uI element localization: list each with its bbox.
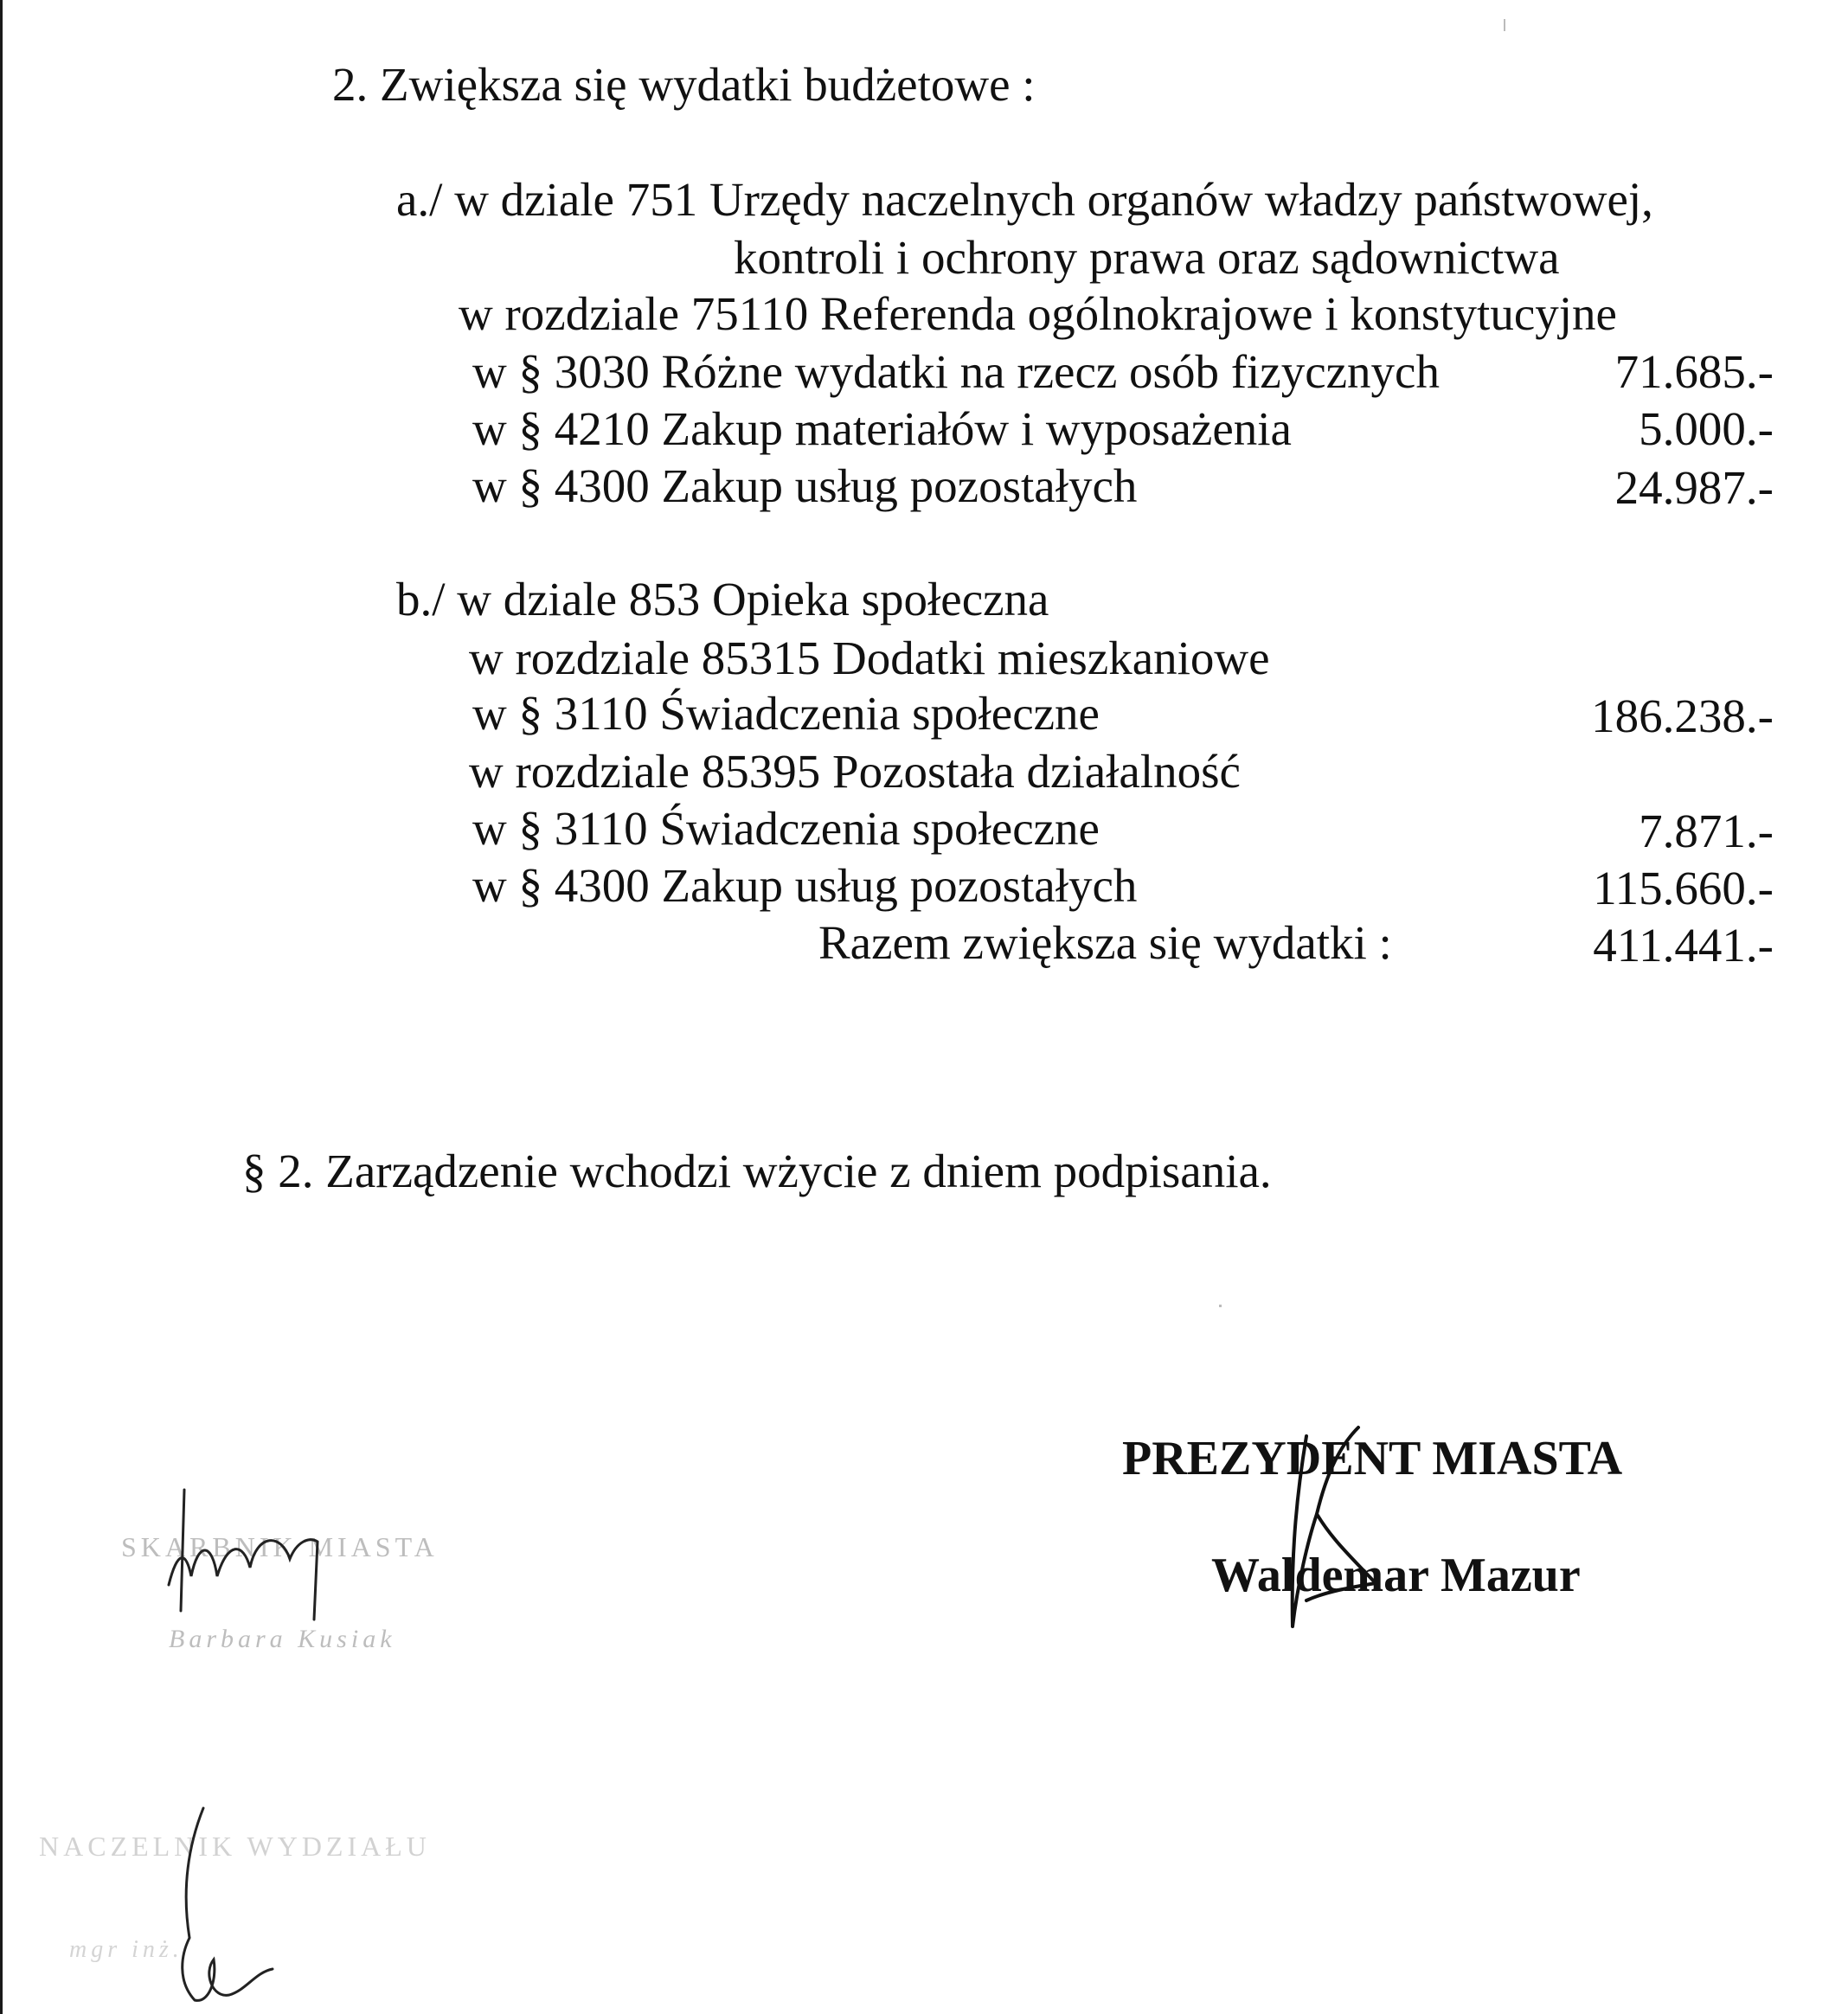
dept-751-line2: kontroli i ochrony prawa oraz sądownictwa [734, 231, 1560, 284]
item-amount: 7.871.- [1639, 805, 1774, 857]
scan-speck [1504, 19, 1505, 31]
item-label: w § 4210 Zakup materiałów i wyposażenia [472, 402, 1292, 455]
item-label: w § 3110 Świadczenia społeczne [472, 802, 1100, 855]
item-amount: 71.685.- [1614, 345, 1774, 398]
total-label: Razem zwiększa się wydatki : [818, 916, 1392, 969]
item-label: w § 3110 Świadczenia społeczne [472, 687, 1100, 740]
chapter-85395: w rozdziale 85395 Pozostała działalność [469, 745, 1241, 798]
item-label: w § 3030 Różne wydatki na rzecz osób fizycznych [472, 345, 1440, 398]
item-amount: 115.660.- [1593, 862, 1774, 914]
signatory-name: Waldemar Mazur [1211, 1549, 1581, 1602]
dept-751-line1: a./ w dziale 751 Urzędy naczelnych organów władzy państwowej, [396, 173, 1653, 226]
dept-853: b./ w dziale 853 Opieka społeczna [396, 573, 1049, 625]
second-stamp-line2: mgr inż. [69, 1936, 183, 1963]
scan-speck [1219, 1305, 1222, 1307]
second-signature [169, 1799, 307, 2007]
chapter-75110: w rozdziale 75110 Referenda ogólnokrajowe i konstytucyjne [459, 287, 1617, 340]
second-stamp-line1: NACZELNIK WYDZIAŁU [39, 1831, 431, 1862]
item-amount: 186.238.- [1591, 690, 1774, 742]
scan-edge [0, 0, 3, 2014]
item-label: w § 4300 Zakup usług pozostałych [472, 459, 1138, 512]
total-amount: 411.441.- [1593, 919, 1774, 972]
president-signature [1272, 1410, 1410, 1635]
signatory-title: PREZYDENT MIASTA [1122, 1432, 1623, 1485]
treasurer-signature [160, 1481, 368, 1654]
treasurer-stamp-line2: Barbara Kusiak [169, 1625, 396, 1653]
item-amount: 5.000.- [1639, 402, 1774, 455]
section-heading: 2. Zwiększa się wydatki budżetowe : [332, 58, 1036, 111]
item-label: w § 4300 Zakup usług pozostałych [472, 859, 1138, 912]
item-amount: 24.987.- [1614, 461, 1774, 514]
chapter-85315: w rozdziale 85315 Dodatki mieszkaniowe [469, 632, 1270, 684]
treasurer-stamp-line1: SKARBNIK MIASTA [121, 1531, 439, 1562]
paragraph-2: § 2. Zarządzenie wchodzi wżycie z dniem podpisania. [242, 1145, 1272, 1197]
